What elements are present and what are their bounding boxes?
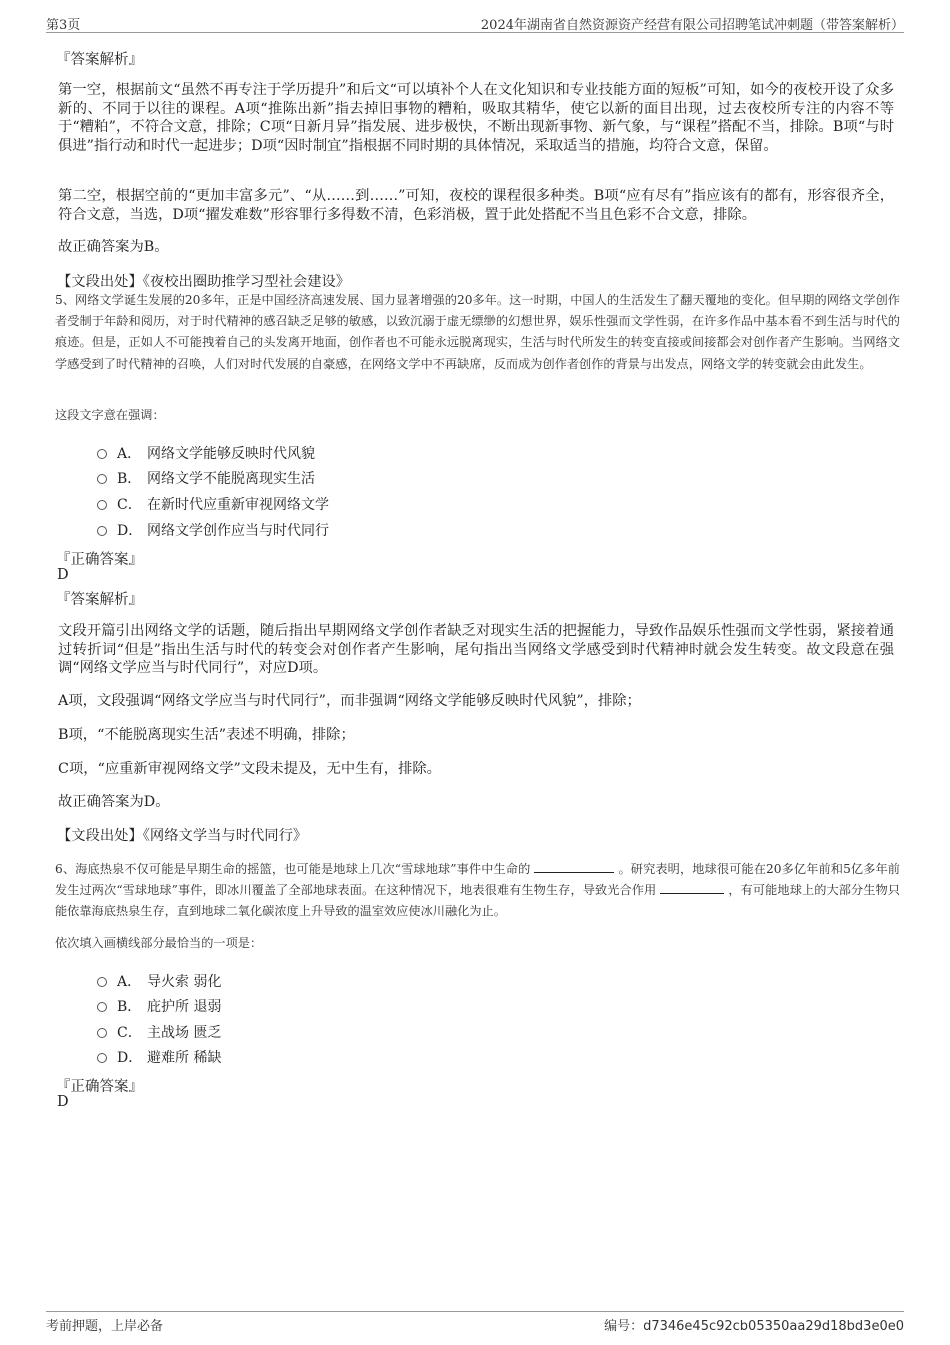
analysis-paragraph: 第二空，根据空前的“更加丰富多元”、“从……到……”可知，夜校的课程很多种类。B项“应有尽有”指应该有的都有，形容很齐全，符合文意，当选，D项“擢发难数”形容罪行多得数不清，色彩消极，置于此处搭配不当且色彩不合文意，排除。	[58, 188, 894, 223]
page-header	[46, 12, 904, 33]
radio-icon[interactable]	[97, 1002, 107, 1012]
option-a[interactable]: A． 导火索 弱化	[97, 971, 221, 991]
radio-icon[interactable]	[97, 1053, 107, 1063]
footer-slogan: 考前押题，上岸必备	[46, 1319, 164, 1334]
option-a[interactable]: A． 网络文学能够反映时代风貌	[97, 443, 315, 463]
question-prompt: 依次填入画横线部分最恰当的一项是：	[55, 936, 263, 950]
analysis-heading: 『答案解析』	[56, 592, 143, 608]
radio-icon[interactable]	[97, 500, 107, 510]
option-c[interactable]: C． 在新时代应重新审视网络文学	[97, 494, 329, 514]
page-footer	[46, 1311, 904, 1332]
radio-icon[interactable]	[97, 526, 107, 536]
document-code: 编号：d7346e45c92cb05350aa29d18bd3e0e0	[604, 1319, 904, 1334]
radio-icon[interactable]	[97, 977, 107, 987]
question-prompt: 这段文字意在强调：	[55, 408, 165, 422]
radio-icon[interactable]	[97, 474, 107, 484]
option-d[interactable]: D． 避难所 稀缺	[97, 1047, 221, 1067]
radio-icon[interactable]	[97, 1028, 107, 1038]
source-citation: 【文段出处】《网络文学当与时代同行》	[57, 828, 308, 844]
correct-answer-heading: 『正确答案』	[56, 1079, 143, 1095]
fill-blank-2	[660, 881, 724, 894]
correct-answer: D	[57, 567, 69, 583]
analysis-paragraph: B项，“不能脱离现实生活”表述不明确，排除；	[58, 727, 355, 743]
analysis-paragraph: A项，文段强调“网络文学应当与时代同行”，而非强调“网络文学能够反映时代风貌”，排除；	[58, 693, 641, 709]
option-c[interactable]: C． 主战场 匮乏	[97, 1022, 221, 1042]
analysis-paragraph: 第一空，根据前文“虽然不再专注于学历提升”和后文“可以填补个人在文化知识和专业技能方面的短板”可知，如今的夜校开设了众多新的、不同于以往的课程。A项“推陈出新”指去掉旧事物的糟粕，吸取其精华，使它以新的面目出现，过去夜校所专注的内容不等于“糟粕”，不符合文意，排除；C项“日新月异”指发展、进步极快，不断出现新事物、新气象，与“课程”搭配不当，排除。B项“与时俱进”指行动和时代一起进步；D项“因时制宜”指根据不同时期的具体情况，采取适当的措施，均符合文意，保留。	[58, 82, 894, 154]
analysis-paragraph: 文段开篇引出网络文学的话题，随后指出早期网络文学创作者缺乏对现实生活的把握能力，导致作品娱乐性强而文学性弱，紧接着通过转折词“但是”指出生活与时代的转变会对创作者产生影响，尾句指出当网络文学感受到时代精神时就会发生转变。故文段意在强调“网络文学应当与时代同行”，对应D项。	[58, 623, 894, 676]
analysis-paragraph: C项，“应重新审视网络文学”文段未提及，无中生有，排除。	[58, 761, 441, 777]
document-title: 2024年湖南省自然资源资产经营有限公司招聘笔试冲刺题（带答案解析）	[480, 18, 904, 33]
radio-icon[interactable]	[97, 449, 107, 459]
option-d[interactable]: D． 网络文学创作应当与时代同行	[97, 520, 329, 540]
analysis-heading: 『答案解析』	[56, 52, 143, 68]
question-text: 5、网络文学诞生发展的20多年，正是中国经济高速发展、国力显著增强的20多年。这一时期，中国人的生活发生了翻天覆地的变化。但早期的网络文学创作者受制于年龄和阅历，对于时代精神的感召缺乏足够的敏感，以致沉溺于虚无缥缈的幻想世界，娱乐性强而文学性弱，在许多作品中基本看不到生活与时代的痕迹。但是，正如人不可能拽着自己的头发离开地面，创作者也不可能永远脱离现实，生活与时代所发生的转变直接或间接都会对创作者产生影响。当网络文学感受到了时代精神的召唤，人们对时代发展的自豪感，在网络文学中不再缺席，反而成为创作者创作的背景与出发点，网络文学的转变就会由此发生。	[55, 293, 900, 371]
question-text: 6、海底热泉不仅可能是早期生命的摇篮，也可能是地球上几次“雪球地球”事件中生命的 。研究表明，地球很可能在20多亿年前和5亿多年前发生过两次“雪球地球”事件，即冰川覆盖了全部地球表面。在这种情况下，地表很难有生物生存，导致光合作用 ，有可能地球上的大部分生物只能依靠海底热泉生存，直到地球二氧化碳浓度上升导致的温室效应使冰川融化为止。	[55, 862, 900, 919]
correct-answer: D	[57, 1094, 69, 1110]
option-b[interactable]: B． 网络文学不能脱离现实生活	[97, 468, 315, 488]
analysis-conclusion: 故正确答案为B。	[58, 239, 169, 255]
fill-blank-1	[534, 860, 614, 873]
analysis-conclusion: 故正确答案为D。	[58, 794, 170, 810]
correct-answer-heading: 『正确答案』	[56, 552, 143, 568]
option-b[interactable]: B． 庇护所 退弱	[97, 996, 221, 1016]
page-number: 第3页	[46, 18, 81, 33]
source-citation: 【文段出处】《夜校出圈助推学习型社会建设》	[57, 274, 351, 290]
